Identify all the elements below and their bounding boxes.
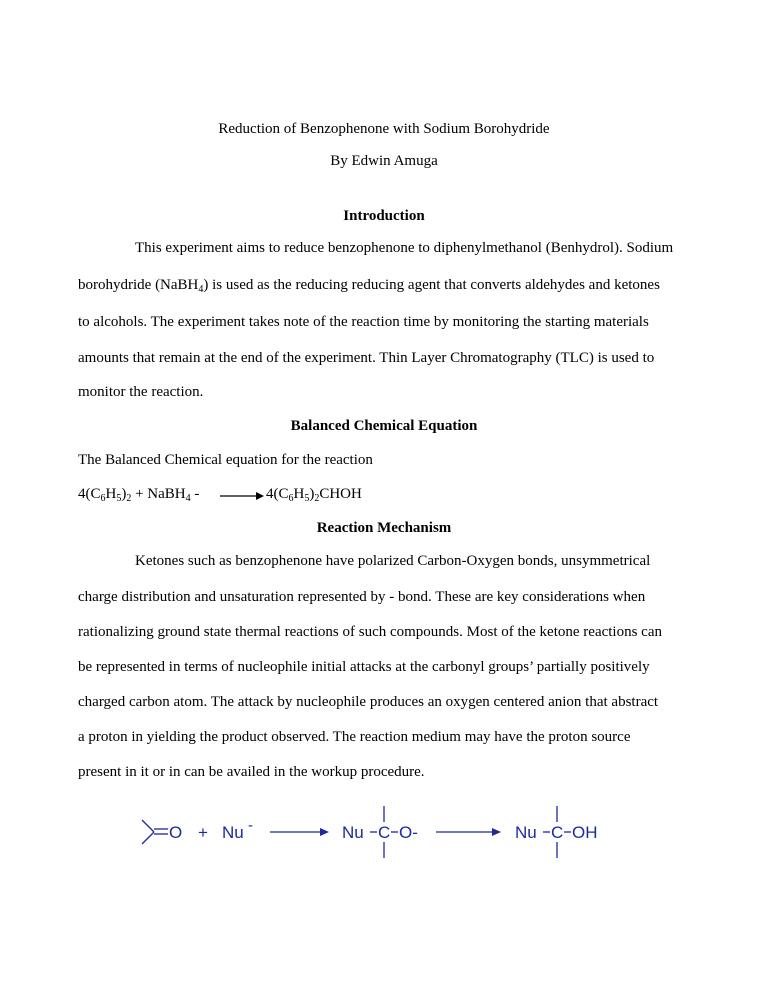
mechanism-line-2: charge distribution and unsaturation represented by - bond. These are key considerations when [78,589,646,605]
alkoxide-intermediate [342,806,418,858]
intermediate-carbon: C [378,823,391,842]
balanced-equation-intro: The Balanced Chemical equation for the reaction [78,452,373,468]
product-hydroxyl: OH [572,823,598,842]
reaction-scheme [130,800,610,864]
product-nu: Nu [515,823,537,842]
reaction-arrow-1-icon [270,828,329,836]
mechanism-line-4: be represented in terms of nucleophile initial attacks at the carbonyl groups’ partially positively [78,659,650,675]
mechanism-line-5: charged carbon atom. The attack by nucleophile produces an oxygen centered anion that abstract [78,694,659,710]
product-carbon: C [551,823,564,842]
intro-line-2: borohydride (NaBH$_4$) is used as the reducing reducing agent that converts aldehydes and ketones [78,277,660,295]
reactant-oxygen: O [169,823,183,842]
alcohol-product [515,806,598,858]
document-author: By Edwin Amuga [330,153,438,169]
mechanism-line-1: Ketones such as benzophenone have polarized Carbon-Oxygen bonds, unsymmetrical [135,553,651,569]
intermediate-nu: Nu [342,823,364,842]
intro-line-5: monitor the reaction. [78,384,204,400]
intro-line-1: This experiment aims to reduce benzophenone to diphenylmethanol (Benhydrol). Sodium [135,240,674,256]
document-title: Reduction of Benzophenone with Sodium Borohydride [218,121,550,137]
mechanism-line-6: a proton in yielding the product observed. The reaction medium may have the proton source [78,729,631,745]
nucleophile: Nu [222,823,244,842]
equation-reactants: $4(C_6H_5)_2$ + NaBH$_4$ - [78,486,200,504]
plus-sign: + [198,823,208,842]
intro-line-3: to alcohols. The experiment takes note of the reaction time by monitoring the starting materials [78,314,649,330]
introduction-heading: Introduction [343,208,425,224]
reaction-arrow-2-icon [436,828,501,836]
mechanism-line-7: present in it or in can be availed in the workup procedure. [78,764,425,780]
nucleophile-charge: - [248,817,253,834]
mechanism-heading: Reaction Mechanism [316,520,452,536]
balanced-equation-heading: Balanced Chemical Equation [290,418,478,434]
equation-arrow-icon [220,490,264,502]
mechanism-line-3: rationalizing ground state thermal reactions of such compounds. Most of the ketone reactions can [78,624,662,640]
carbonyl-reactant [142,820,182,844]
equation-product: $4(C_6H_5)_2CHOH$ [266,486,362,504]
intro-line-4: amounts that remain at the end of the experiment. Thin Layer Chromatography (TLC) is used to [78,350,655,366]
intermediate-oxygen: O- [399,823,418,842]
